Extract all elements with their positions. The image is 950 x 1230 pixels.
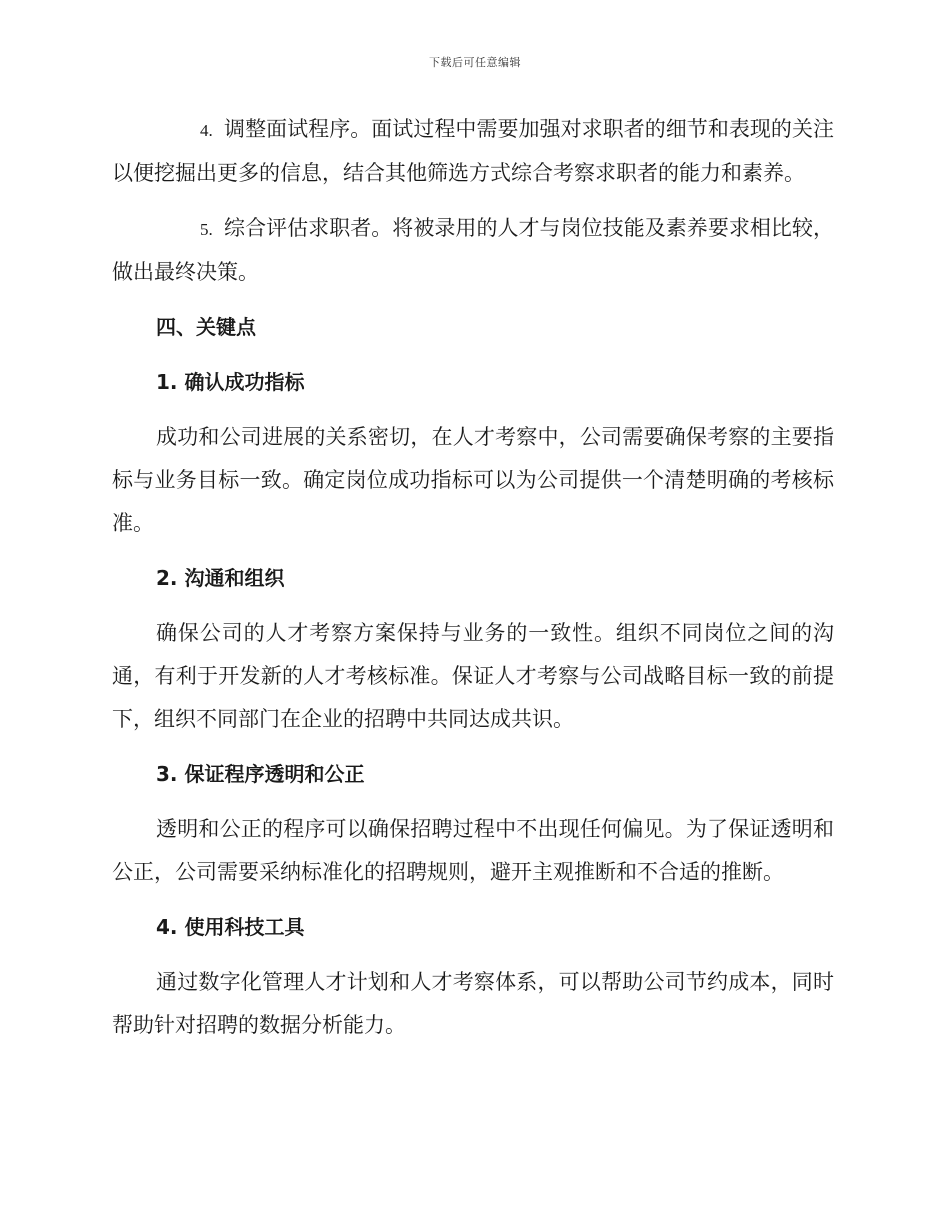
list-item (112, 108, 834, 195)
document-body (112, 108, 834, 1059)
list-item-number: 5. (200, 220, 213, 239)
page-header-note: 下载后可任意编辑 (429, 56, 521, 69)
subsection-body: 确保公司的人才考察方案保持与业务的一致性。组织不同岗位之间的沟通，有利于开发新的人才考核标准。保证人才考察与公司战略目标一致的前提下，组织不同部门在企业的招聘中共同达成共识。 (112, 621, 834, 731)
list-item-text: 调整面试程序。面试过程中需要加强对求职者的细节和表现的关注以便挖掘出更多的信息，结合其他筛选方式综合考察求职者的能力和素养。 (112, 117, 834, 185)
subsection-title: 2. 沟通和组织 (156, 566, 285, 590)
list-item (112, 207, 834, 294)
subsection-body: 成功和公司进展的关系密切，在人才考察中，公司需要确保考察的主要指标与业务目标一致。确定岗位成功指标可以为公司提供一个清楚明确的考核标准。 (112, 425, 834, 535)
list-item-text: 综合评估求职者。将被录用的人才与岗位技能及素养要求相比较，做出最终决策。 (112, 216, 834, 284)
section-title: 四、关键点 (156, 315, 256, 339)
subsection-title: 3. 保证程序透明和公正 (156, 762, 365, 786)
subsection-title: 1. 确认成功指标 (156, 370, 305, 394)
list-item-number: 4. (200, 121, 213, 140)
subsection-body: 透明和公正的程序可以确保招聘过程中不出现任何偏见。为了保证透明和公正，公司需要采纳标准化的招聘规则，避开主观推断和不合适的推断。 (112, 817, 834, 884)
subsection-title: 4. 使用科技工具 (156, 915, 305, 939)
subsection-body: 通过数字化管理人才计划和人才考察体系，可以帮助公司节约成本，同时帮助针对招聘的数据分析能力。 (112, 970, 834, 1037)
